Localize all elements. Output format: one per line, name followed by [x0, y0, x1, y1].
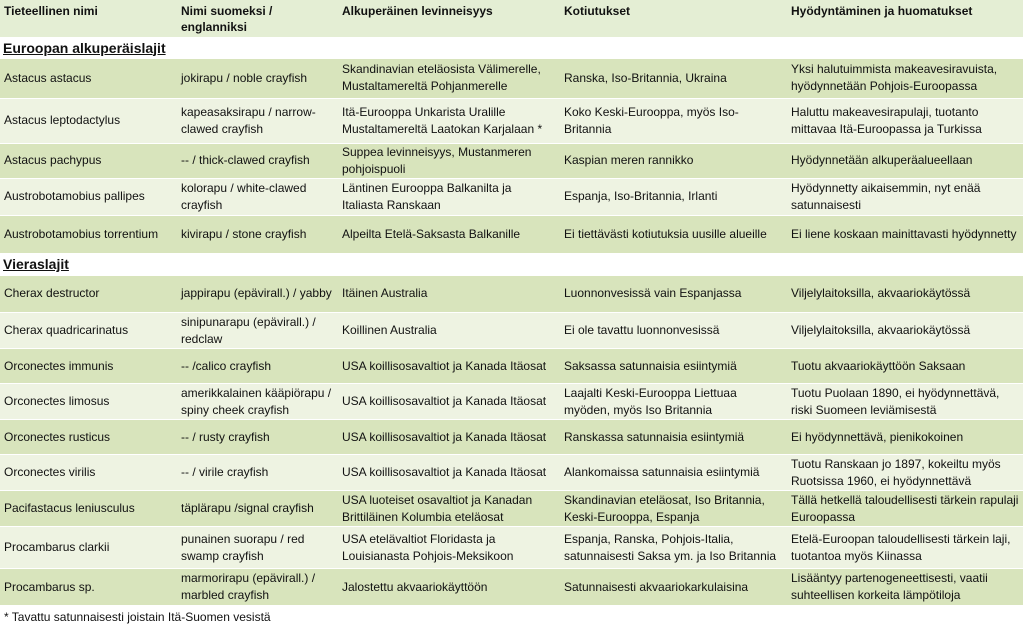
cell-common-name: kivirapu / stone crayfish	[177, 215, 338, 253]
section-title: Euroopan alkuperäislajit	[0, 37, 1023, 59]
cell-scientific-name: Orconectes limosus	[0, 384, 177, 420]
table-row	[0, 455, 1023, 491]
section-title: Vieraslajit	[0, 253, 1023, 276]
cell-scientific-name: Orconectes immunis	[0, 349, 177, 384]
cell-scientific-name: Procambarus clarkii	[0, 527, 177, 569]
table-row	[0, 420, 1023, 455]
cell-scientific-name: Orconectes rusticus	[0, 420, 177, 455]
cell-uses-notes: Tuotu Puolaan 1890, ei hyödynnettävä, riski Suomeen leviämisestä	[787, 384, 1023, 420]
cell-introductions: Espanja, Iso-Britannia, Irlanti	[560, 178, 787, 215]
cell-common-name: -- / rusty crayfish	[177, 420, 338, 455]
cell-uses-notes: Ei liene koskaan mainittavasti hyödynnetty	[787, 215, 1023, 253]
section-header-row	[0, 253, 1023, 276]
cell-uses-notes: Viljelylaitoksilla, akvaariokäytössä	[787, 313, 1023, 349]
table-row	[0, 178, 1023, 215]
table-row	[0, 569, 1023, 606]
table-body	[0, 37, 1023, 606]
table-row	[0, 491, 1023, 527]
cell-original-range: Koillinen Australia	[338, 313, 560, 349]
cell-uses-notes: Lisääntyy partenogeneettisesti, vaatii suhteellisen korkeita lämpötiloja	[787, 569, 1023, 606]
cell-introductions: Ranska, Iso-Britannia, Ukraina	[560, 59, 787, 98]
cell-scientific-name: Cherax quadricarinatus	[0, 313, 177, 349]
cell-scientific-name: Cherax destructor	[0, 276, 177, 313]
cell-introductions: Luonnonvesissä vain Espanjassa	[560, 276, 787, 313]
table-row	[0, 215, 1023, 253]
cell-introductions: Espanja, Ranska, Pohjois-Italia, satunnaisesti Saksa ym. ja Iso Britannia	[560, 527, 787, 569]
cell-common-name: amerikkalainen kääpiörapu / spiny cheek crayfish	[177, 384, 338, 420]
table-row	[0, 527, 1023, 569]
cell-introductions: Satunnaisesti akvaariokarkulaisina	[560, 569, 787, 606]
cell-introductions: Laajalti Keski-Eurooppa Liettuaa myöden, myös Iso Britannia	[560, 384, 787, 420]
table-row	[0, 143, 1023, 178]
cell-original-range: USA koillisosavaltiot ja Kanada Itäosat	[338, 455, 560, 491]
cell-introductions: Kaspian meren rannikko	[560, 143, 787, 178]
cell-uses-notes: Tuotu Ranskaan jo 1897, kokeiltu myös Ruotsissa 1960, ei hyödynnettävä	[787, 455, 1023, 491]
cell-common-name: punainen suorapu / red swamp crayfish	[177, 527, 338, 569]
section-header-row	[0, 37, 1023, 59]
cell-common-name: sinipunarapu (epävirall.) / redclaw	[177, 313, 338, 349]
cell-common-name: -- /calico crayfish	[177, 349, 338, 384]
cell-common-name: jokirapu / noble crayfish	[177, 59, 338, 98]
cell-uses-notes: Hyödynnetty aikaisemmin, nyt enää satunnaisesti	[787, 178, 1023, 215]
header-uses-notes: Hyödyntäminen ja huomatukset	[787, 0, 1023, 37]
cell-scientific-name: Astacus pachypus	[0, 143, 177, 178]
table-row	[0, 384, 1023, 420]
cell-original-range: Skandinavian eteläosista Välimerelle, Mustaltamereltä Pohjanmerelle	[338, 59, 560, 98]
cell-uses-notes: Etelä-Euroopan taloudellisesti tärkein laji, tuotantoa myös Kiinassa	[787, 527, 1023, 569]
cell-scientific-name: Astacus astacus	[0, 59, 177, 98]
cell-introductions: Alankomaissa satunnaisia esiintymiä	[560, 455, 787, 491]
cell-scientific-name: Astacus leptodactylus	[0, 98, 177, 143]
cell-uses-notes: Viljelylaitoksilla, akvaariokäytössä	[787, 276, 1023, 313]
cell-scientific-name: Austrobotamobius torrentium	[0, 215, 177, 253]
table-row	[0, 349, 1023, 384]
cell-scientific-name: Austrobotamobius pallipes	[0, 178, 177, 215]
cell-common-name: täplärapu /signal crayfish	[177, 491, 338, 527]
cell-common-name: kolorapu / white-clawed crayfish	[177, 178, 338, 215]
cell-common-name: kapeasaksirapu / narrow-clawed crayfish	[177, 98, 338, 143]
cell-original-range: Jalostettu akvaariokäyttöön	[338, 569, 560, 606]
cell-scientific-name: Pacifastacus leniusculus	[0, 491, 177, 527]
cell-uses-notes: Tällä hetkellä taloudellisesti tärkein rapulaji Euroopassa	[787, 491, 1023, 527]
header-introductions: Kotiutukset	[560, 0, 787, 37]
cell-original-range: Itä-Eurooppa Unkarista Uralille Mustaltamereltä Laatokan Karjalaan *	[338, 98, 560, 143]
cell-introductions: Ei ole tavattu luonnonvesissä	[560, 313, 787, 349]
table-row	[0, 313, 1023, 349]
header-original-range: Alkuperäinen levinneisyys	[338, 0, 560, 37]
cell-original-range: Alpeilta Etelä-Saksasta Balkanille	[338, 215, 560, 253]
cell-introductions: Saksassa satunnaisia esiintymiä	[560, 349, 787, 384]
footnote: * Tavattu satunnaisesti joistain Itä-Suomen vesistä	[4, 610, 271, 624]
table-row	[0, 276, 1023, 313]
table-row	[0, 98, 1023, 143]
header-common-name: Nimi suomeksi / englanniksi	[177, 0, 338, 37]
cell-scientific-name: Orconectes virilis	[0, 455, 177, 491]
cell-common-name: jappirapu (epävirall.) / yabby	[177, 276, 338, 313]
cell-common-name: -- / virile crayfish	[177, 455, 338, 491]
cell-uses-notes: Ei hyödynnettävä, pienikokoinen	[787, 420, 1023, 455]
cell-common-name: marmorirapu (epävirall.) / marbled crayfish	[177, 569, 338, 606]
cell-introductions: Ranskassa satunnaisia esiintymiä	[560, 420, 787, 455]
cell-scientific-name: Procambarus sp.	[0, 569, 177, 606]
cell-introductions: Koko Keski-Eurooppa, myös Iso-Britannia	[560, 98, 787, 143]
table-header	[0, 0, 1023, 37]
cell-uses-notes: Haluttu makeavesirapulaji, tuotanto mittavaa Itä-Euroopassa ja Turkissa	[787, 98, 1023, 143]
cell-original-range: USA etelävaltiot Floridasta ja Louisianasta Pohjois-Meksikoon	[338, 527, 560, 569]
cell-original-range: USA koillisosavaltiot ja Kanada Itäosat	[338, 384, 560, 420]
cell-uses-notes: Yksi halutuimmista makeavesiravuista, hyödynnetään Pohjois-Euroopassa	[787, 59, 1023, 98]
table-row	[0, 59, 1023, 98]
cell-original-range: Läntinen Eurooppa Balkanilta ja Italiasta Ranskaan	[338, 178, 560, 215]
cell-original-range: Itäinen Australia	[338, 276, 560, 313]
cell-original-range: USA koillisosavaltiot ja Kanada Itäosat	[338, 349, 560, 384]
cell-uses-notes: Tuotu akvaariokäyttöön Saksaan	[787, 349, 1023, 384]
header-scientific-name: Tieteellinen nimi	[0, 0, 177, 37]
cell-original-range: USA koillisosavaltiot ja Kanada Itäosat	[338, 420, 560, 455]
cell-introductions: Ei tiettävästi kotiutuksia uusille alueille	[560, 215, 787, 253]
cell-introductions: Skandinavian eteläosat, Iso Britannia, Keski-Eurooppa, Espanja	[560, 491, 787, 527]
cell-original-range: USA luoteiset osavaltiot ja Kanadan Brittiläinen Kolumbia eteläosat	[338, 491, 560, 527]
cell-common-name: -- / thick-clawed crayfish	[177, 143, 338, 178]
cell-original-range: Suppea levinneisyys, Mustanmeren pohjoispuoli	[338, 143, 560, 178]
cell-uses-notes: Hyödynnetään alkuperäalueellaan	[787, 143, 1023, 178]
header-row	[0, 0, 1023, 37]
